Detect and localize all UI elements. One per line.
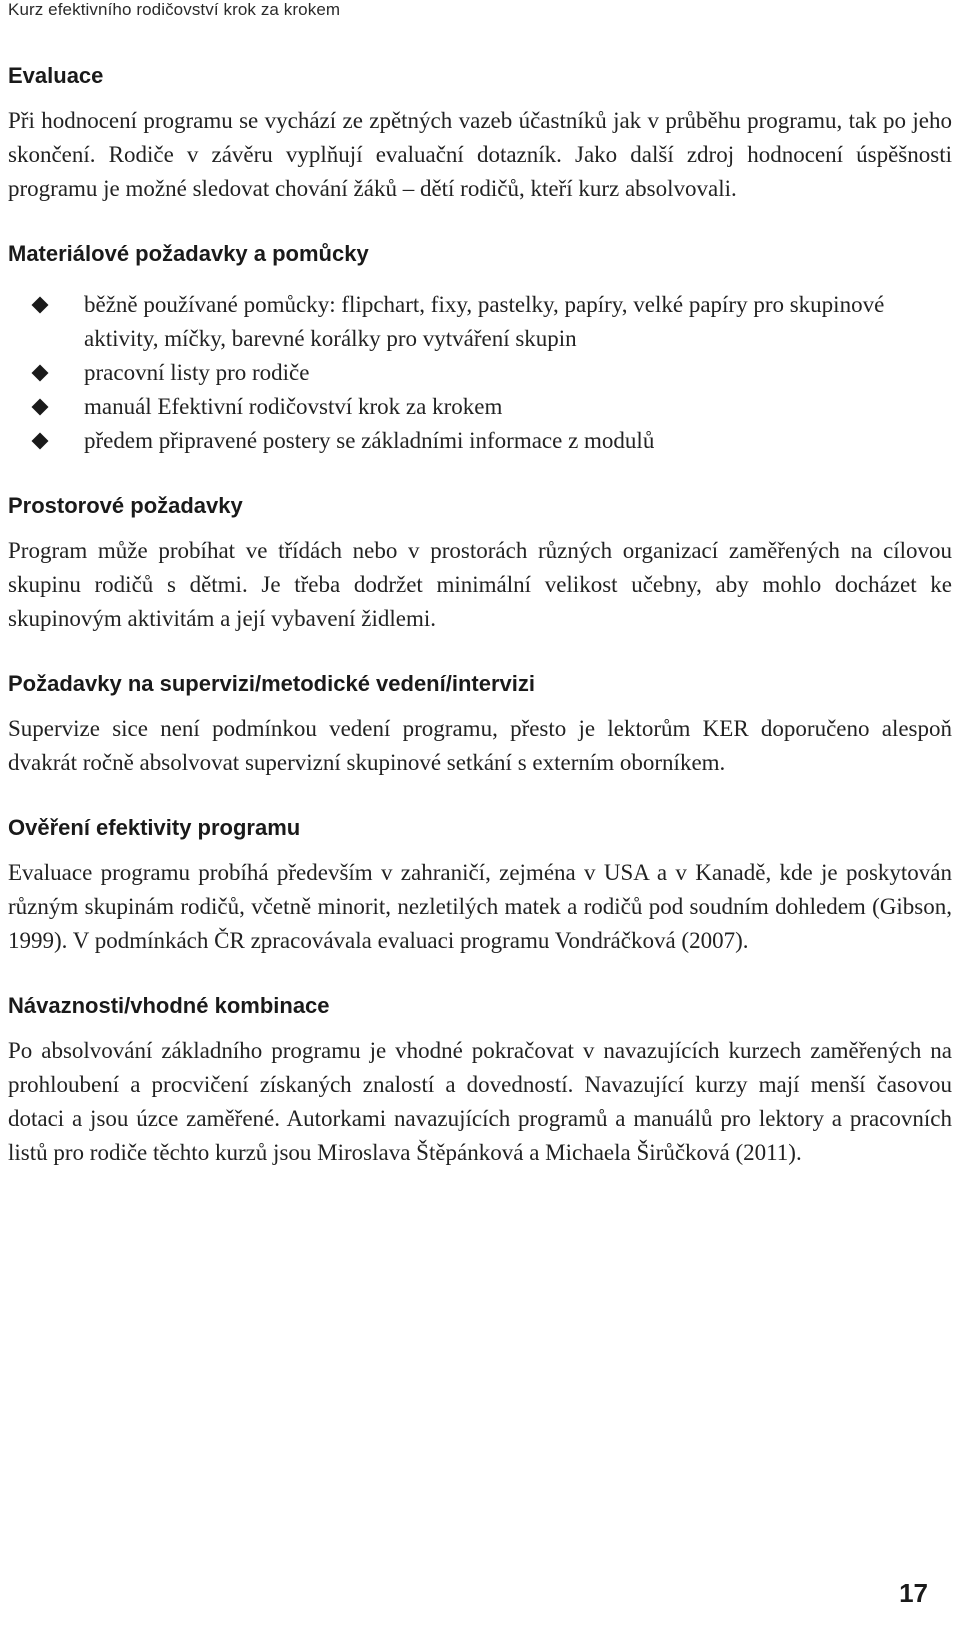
section-heading: Prostorové požadavky (8, 493, 243, 518)
section-paragraph: Program může probíhat ve třídách nebo v prostorách různých organizací zaměřených na cílovou skupinu rodičů s dětmi. Je třeba dodržet minimální velikost učebny, aby mohlo docházet ke skupinovým aktivitám a její vybavení židlemi. (8, 538, 952, 631)
materials-list (8, 288, 952, 458)
list-item-text: manuál Efektivní rodičovství krok za krokem (84, 394, 503, 419)
section-navaznosti (8, 992, 952, 1170)
list-item (8, 288, 952, 356)
page-content (8, 62, 952, 1204)
list-item-text: předem připravené postery se základními informace z modulů (84, 428, 655, 453)
section-paragraph: Při hodnocení programu se vychází ze zpětných vazeb účastníků jak v průběhu programu, tak po jeho skončení. Rodiče v závěru vyplňují evaluační dotazník. Jako další zdroj hodnocení úspěšnosti programu je možné sledovat chování žáků – dětí rodičů, kteří kurz absolvovali. (8, 108, 952, 201)
page-number: 17 (899, 1578, 928, 1608)
diamond-bullet-icon (32, 297, 49, 314)
diamond-bullet-icon (32, 365, 49, 382)
section-supervize (8, 670, 952, 780)
diamond-bullet-icon (32, 433, 49, 450)
list-item (8, 356, 952, 390)
section-paragraph: Po absolvování základního programu je vhodné pokračovat v navazujících kurzech zaměřených na prohloubení a procvičení získaných znalostí a dovedností. Navazující kurzy mají menší časovou dotaci a jsou úzce zaměřené. Autorkami navazujících programů a manuálů pro lektory a pracovních listů pro rodiče těchto kurzů jsou Miroslava Štěpánková a Michaela Širůčková (2011). (8, 1038, 952, 1165)
list-item (8, 424, 952, 458)
section-heading: Ověření efektivity programu (8, 815, 301, 840)
section-overeni-efektivity (8, 814, 952, 958)
section-materialove-pozadavky (8, 240, 952, 458)
section-prostorove-pozadavky (8, 492, 952, 636)
running-header: Kurz efektivního rodičovství krok za krokem (8, 0, 341, 19)
section-heading: Materiálové požadavky a pomůcky (8, 241, 369, 266)
section-evaluace (8, 62, 952, 206)
section-paragraph: Evaluace programu probíhá především v zahraničí, zejména v USA a v Kanadě, kde je poskytován různým skupinám rodičů, včetně minorit, nezletilých matek a rodičů pod soudním dohledem (Gibson, 1999). V podmínkách ČR zpracovávala evaluaci programu Vondráčková (2007). (8, 860, 952, 953)
section-heading: Požadavky na supervizi/metodické vedení/intervizi (8, 671, 535, 696)
section-heading: Evaluace (8, 63, 104, 88)
diamond-bullet-icon (32, 399, 49, 416)
list-item-text: běžně používané pomůcky: flipchart, fixy, pastelky, papíry, velké papíry pro skupinové aktivity, míčky, barevné korálky pro vytváření skupin (84, 292, 885, 351)
section-heading: Návaznosti/vhodné kombinace (8, 993, 330, 1018)
list-item-text: pracovní listy pro rodiče (84, 360, 310, 385)
section-paragraph: Supervize sice není podmínkou vedení programu, přesto je lektorům KER doporučeno alespoň dvakrát ročně absolvovat supervizní skupinové setkání s externím oborníkem. (8, 716, 952, 775)
list-item (8, 390, 952, 424)
